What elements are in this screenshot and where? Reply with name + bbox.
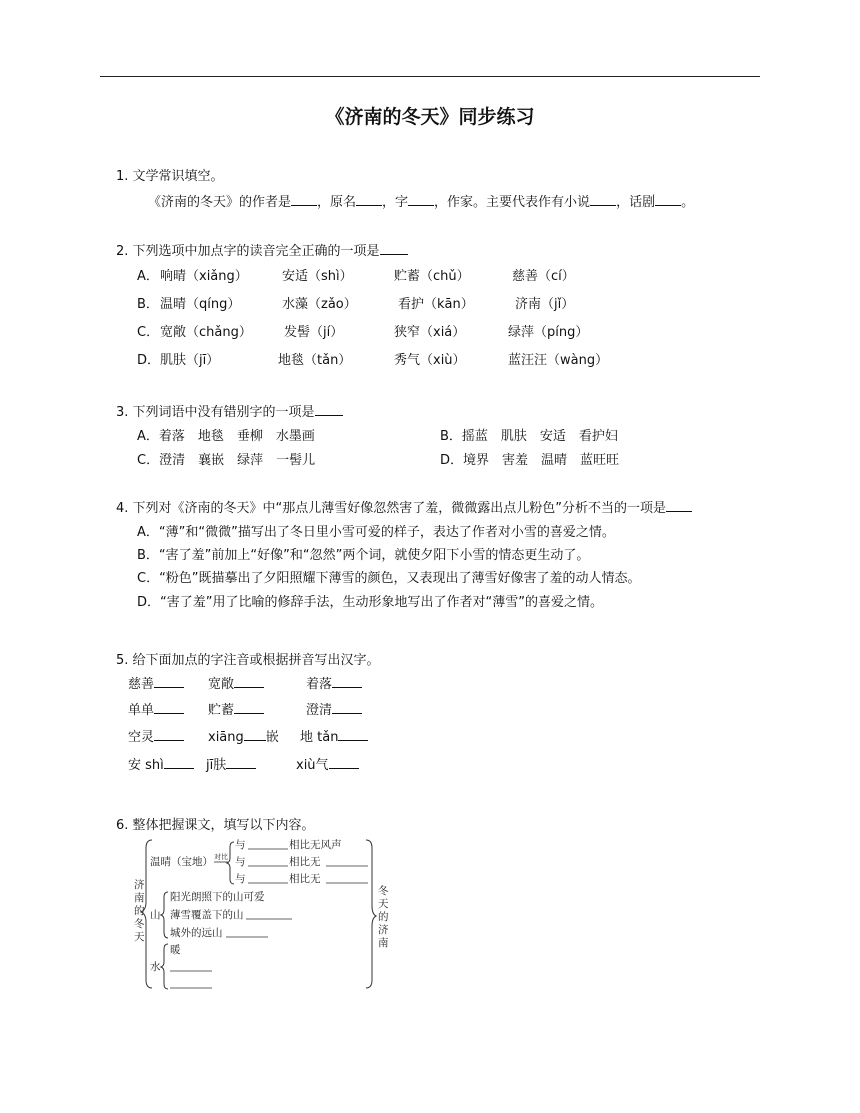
yu-3: 与 xyxy=(235,873,246,885)
blank[interactable] xyxy=(356,191,382,206)
q5-item xyxy=(306,699,362,718)
structure-diagram xyxy=(130,836,390,992)
q2-a4: 慈善（cí） xyxy=(512,269,575,284)
diagram-right-title-2: 天 xyxy=(378,898,389,910)
diagram-right-title-3: 的 xyxy=(378,911,389,923)
yu-2: 与 xyxy=(235,856,246,868)
diagram-left-title-4: 冬 xyxy=(134,918,145,930)
blank[interactable] xyxy=(315,401,343,416)
word: 着落 xyxy=(306,677,333,692)
q2-b3: 看护（kān） xyxy=(398,297,474,312)
q4-option-c: C．“粉色”既描摹出了夕阳照耀下薄雪的颜色，又表现出了薄雪好像害了羞的动人情态。 xyxy=(137,571,641,586)
q4-option-d: D．“害了羞”用了比喻的修辞手法，生动形象地写出了作者对“薄雪”的喜爱之情。 xyxy=(137,595,603,610)
q2-d2: 地毯（tǎn） xyxy=(278,353,352,368)
q5-item xyxy=(208,673,264,692)
shan-1: 阳光朗照下的山可爱 xyxy=(170,891,265,903)
shui-1: 暖 xyxy=(170,944,181,956)
q3-option-a: A．着落 地毯 垂柳 水墨画 xyxy=(137,429,315,444)
yu-1: 与 xyxy=(235,839,246,851)
q5-item xyxy=(128,726,184,745)
q2-option-a xyxy=(137,265,159,284)
diagram-left-title-1: 济 xyxy=(134,879,145,891)
blank[interactable] xyxy=(244,726,266,741)
option-label: A． xyxy=(137,269,159,284)
blank[interactable] xyxy=(234,699,264,714)
blank[interactable] xyxy=(154,673,184,688)
q2-a3: 贮蓄（chǔ） xyxy=(394,269,470,284)
shan-label: 山 xyxy=(150,909,161,921)
blank[interactable] xyxy=(332,699,362,714)
q2-b1: 温晴（qíng） xyxy=(160,297,241,312)
shan-2: 薄雪覆盖下的山 xyxy=(170,909,244,921)
q2-c4: 绿萍（píng） xyxy=(508,325,589,340)
diagram-left-title-5: 天 xyxy=(134,931,145,943)
q2-option-b xyxy=(137,293,159,312)
q4-stem-text: 4. 下列对《济南的冬天》中“那点儿薄雪好像忽然害了羞，微微露出点儿粉色”分析不当的一项是 xyxy=(116,501,667,516)
q4-option-a: A．“薄”和“微微”描写出了冬日里小雪可爱的样子，表达了作者对小雪的喜爱之情。 xyxy=(137,525,615,540)
q2-b2: 水藻（zǎo） xyxy=(282,297,357,312)
shan-brace xyxy=(161,892,168,938)
q2-d1: 肌肤（jī） xyxy=(160,353,220,368)
diagram-left-title-3: 的 xyxy=(134,905,145,917)
blank[interactable] xyxy=(226,754,256,769)
q2-c3: 狭窄（xiá） xyxy=(394,325,466,340)
duibi-label: 对比 xyxy=(214,853,228,861)
cmp-2: 相比无 xyxy=(289,856,321,868)
q1-part: ，字 xyxy=(382,195,409,210)
word: xiāng xyxy=(208,730,244,745)
q3-option-b: B．摇蓝 肌肤 安适 看护妇 xyxy=(440,429,618,444)
wenqing-label: 温晴（宝地） xyxy=(150,856,213,868)
wenqing-brace xyxy=(227,842,234,884)
q5-item xyxy=(296,754,359,773)
word: 宽敞 xyxy=(208,677,235,692)
q2-b4: 济南（jǐ） xyxy=(515,297,575,312)
cmp-3: 相比无 xyxy=(289,873,321,885)
q2-d4: 蓝汪汪（wàng） xyxy=(508,353,609,368)
shui-label: 水 xyxy=(150,961,161,973)
q3-option-c: C．澄清 襄嵌 绿萍 一髻儿 xyxy=(137,453,316,468)
blank[interactable] xyxy=(154,699,184,714)
q5-item xyxy=(208,699,264,718)
q2-c1: 宽敞（chǎng） xyxy=(160,325,252,340)
q2-stem xyxy=(116,240,408,259)
q1-part: ，作家。主要代表作有小说 xyxy=(434,195,591,210)
word: 慈善 xyxy=(128,677,155,692)
page-title: 《济南的冬天》同步练习 xyxy=(325,106,535,128)
blank[interactable] xyxy=(332,673,362,688)
q4-option-b: B．“害了羞”前加上“好像”和“忽然”两个词，就使夕阳下小雪的情态更生动了。 xyxy=(137,548,590,563)
q5-item xyxy=(306,673,362,692)
option-label: C． xyxy=(137,325,160,340)
option-label: B． xyxy=(137,297,159,312)
q5-item xyxy=(128,754,194,773)
word: 地 tǎn xyxy=(300,730,339,745)
diagram-right-title-4: 济 xyxy=(378,924,389,936)
blank[interactable] xyxy=(234,673,264,688)
word: 澄清 xyxy=(306,703,333,718)
word: 贮蓄 xyxy=(208,703,235,718)
blank[interactable] xyxy=(164,754,194,769)
word: 空灵 xyxy=(128,730,155,745)
q1-part: 《济南的冬天》的作者是 xyxy=(148,195,292,210)
q3-option-d: D．境界 害羞 温晴 蓝旺旺 xyxy=(440,453,620,468)
q5-item xyxy=(300,726,368,745)
header-rule xyxy=(100,76,760,77)
cmp-1: 相比无风声 xyxy=(289,839,342,851)
word: 嵌 xyxy=(265,730,279,745)
blank[interactable] xyxy=(408,191,434,206)
q2-stem-text: 2. 下列选项中加点字的读音完全正确的一项是 xyxy=(116,244,380,259)
blank[interactable] xyxy=(291,191,317,206)
q5-item xyxy=(128,699,184,718)
q5-item xyxy=(128,673,184,692)
q2-d3: 秀气（xiù） xyxy=(394,353,466,368)
q1-part: ，原名 xyxy=(317,195,357,210)
blank[interactable] xyxy=(666,497,692,512)
q1-part: 。 xyxy=(681,195,695,210)
word: 安 shì xyxy=(128,758,164,773)
blank[interactable] xyxy=(338,726,368,741)
q3-stem xyxy=(116,401,343,420)
q2-option-d xyxy=(137,349,160,368)
q5-stem: 5. 给下面加点的字注音或根据拼音写出汉字。 xyxy=(116,653,380,668)
blank[interactable] xyxy=(154,726,184,741)
q2-c2: 发髻（jí） xyxy=(284,325,344,340)
q1-text xyxy=(148,191,694,210)
q3-stem-text: 3. 下列词语中没有错别字的一项是 xyxy=(116,405,315,420)
q2-option-c xyxy=(137,321,159,340)
blank[interactable] xyxy=(590,191,616,206)
q2-a1: 响晴（xiǎng） xyxy=(160,269,248,284)
shui-brace xyxy=(161,944,168,989)
word: xiù气 xyxy=(296,758,329,773)
q4-stem xyxy=(116,497,692,516)
q5-item xyxy=(206,754,256,773)
right-brace xyxy=(366,840,376,988)
shan-3: 城外的远山 xyxy=(170,927,223,939)
blank[interactable] xyxy=(329,754,359,769)
blank[interactable] xyxy=(655,191,681,206)
diagram-right-title-1: 冬 xyxy=(378,885,389,897)
diagram-right-title-5: 南 xyxy=(378,937,389,949)
q2-a2: 安适（shì） xyxy=(282,269,353,284)
q1-part: ，话剧 xyxy=(616,195,656,210)
q1-stem: 1. 文学常识填空。 xyxy=(116,169,224,184)
blank[interactable] xyxy=(380,240,408,255)
q6-stem: 6. 整体把握课文，填写以下内容。 xyxy=(116,818,315,833)
word: jī肤 xyxy=(206,758,227,773)
option-label: D． xyxy=(137,353,161,368)
word: 单单 xyxy=(128,703,155,718)
q5-item xyxy=(208,726,279,745)
diagram-left-title-2: 南 xyxy=(134,892,145,904)
